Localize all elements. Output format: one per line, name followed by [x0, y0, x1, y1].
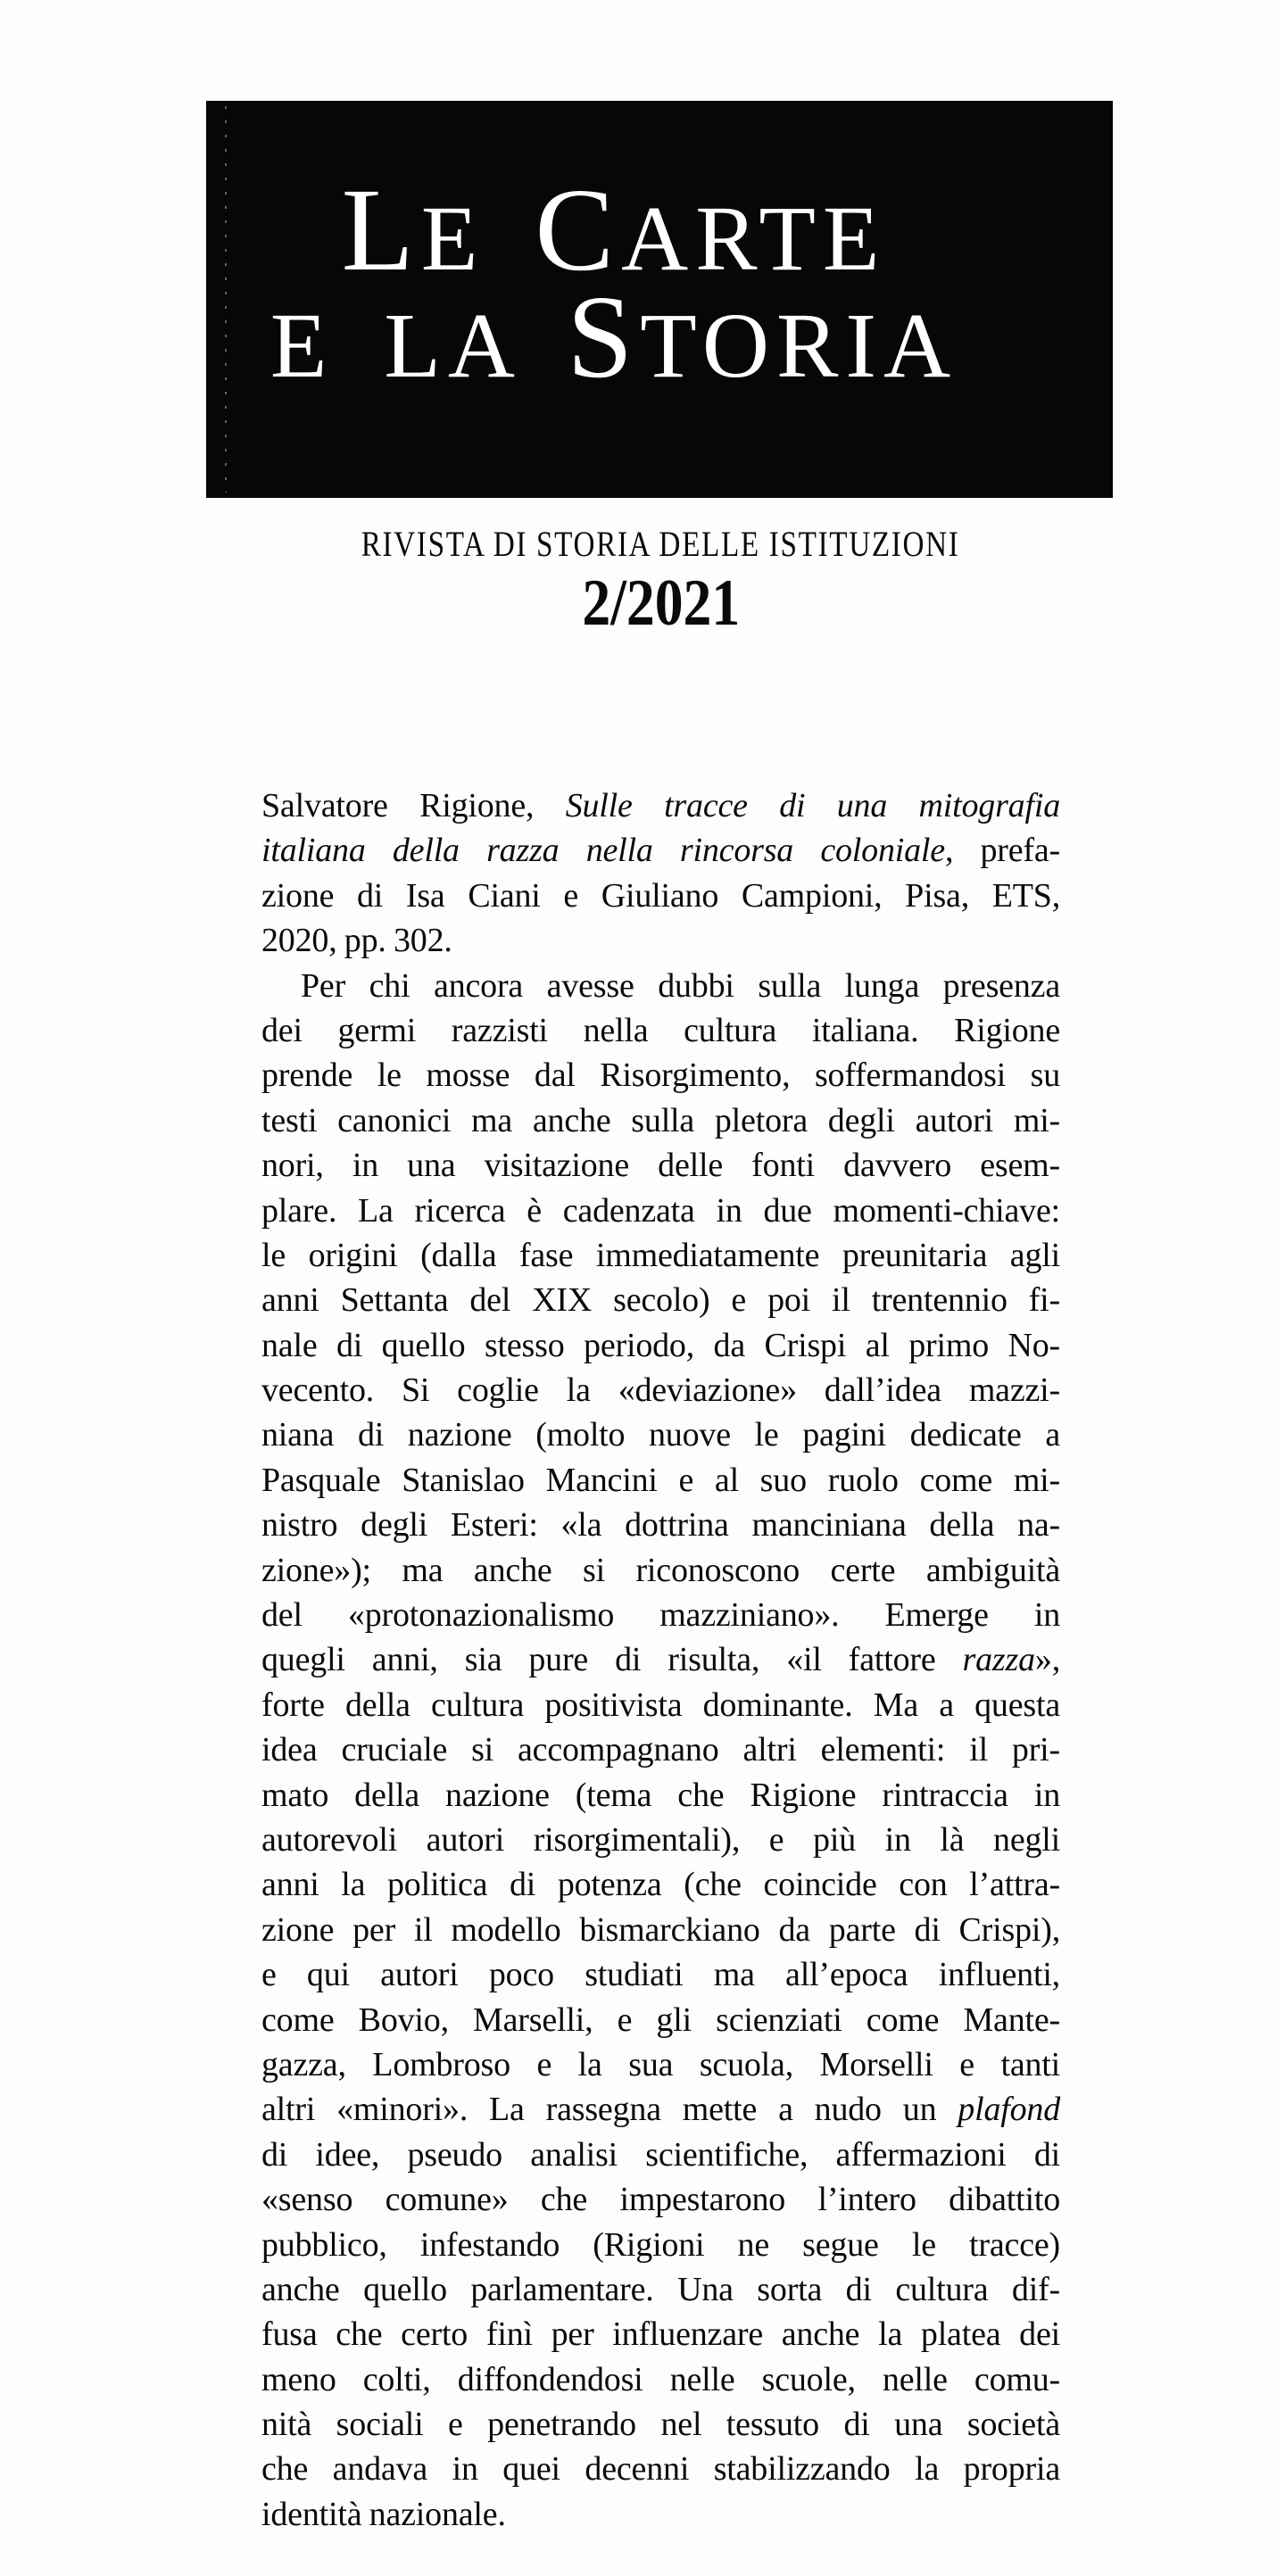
review-text-run: pubblico, infestando (Rigioni ne segue le tracce) [261, 2225, 1060, 2264]
review-text-run: e qui autori poco studiati ma all’epoca influenti, [261, 1956, 1060, 1994]
journal-subtitle [261, 523, 1060, 565]
review-line [261, 1098, 1060, 1143]
review-text-run: 2020, pp. 302. [261, 922, 452, 960]
review-text-run: anche quello parlamentare. Una sorta di cultura dif- [261, 2270, 1060, 2308]
review-line [261, 2447, 1060, 2491]
masthead-large-cap: L [341, 163, 421, 295]
review-text-run: testi canonici ma anche sulla pletora degli autori mi- [261, 1101, 1060, 1139]
review-line [261, 1368, 1060, 1412]
issue-number [261, 566, 1060, 642]
book-review-text [261, 783, 1060, 2537]
review-line [261, 2357, 1060, 2402]
review-text-run: zione di Isa Ciani e Giuliano Campioni, Pisa, ETS, [261, 876, 1060, 915]
review-line [261, 2087, 1060, 2132]
review-line [261, 1323, 1060, 1368]
review-text-run: che andava in quei decenni stabilizzando la propria [261, 2450, 1060, 2489]
masthead-small-cap: ARTE [621, 187, 887, 290]
review-line [261, 1548, 1060, 1593]
review-line [261, 2312, 1060, 2357]
review-line [261, 783, 1060, 828]
masthead-title-line [206, 270, 1022, 402]
review-line [261, 1189, 1060, 1233]
review-text-run: «senso comune» che impestarono l’intero dibattito [261, 2181, 1060, 2219]
review-text-italic: plafond [958, 2091, 1060, 2129]
review-text-run: nistro degli Esteri: «la dottrina manciniana della na- [261, 1506, 1060, 1545]
review-line [261, 874, 1060, 918]
review-line [261, 828, 1060, 873]
review-line [261, 2177, 1060, 2222]
review-line [261, 1683, 1060, 1727]
review-text-italic: razza [962, 1641, 1035, 1679]
review-text-run: Pasquale Stanislao Mancini e al suo ruolo come mi- [261, 1461, 1060, 1499]
review-line [261, 1727, 1060, 1772]
review-text-run: plare. La ricerca è cadenzata in due momenti-chiave: [261, 1191, 1060, 1230]
masthead-small-cap: E LA [269, 294, 568, 397]
masthead-large-cap: C [535, 163, 622, 295]
review-text-run: del «protonazionalismo mazziniano». Emerge in [261, 1596, 1060, 1635]
journal-subtitle-text: RIVISTA DI STORIA DELLE ISTITUZIONI [361, 524, 960, 564]
masthead-title-line [206, 163, 1022, 295]
review-text-run: come Bovio, Marselli, e gli scienziati come Mante- [261, 2000, 1060, 2039]
review-text-run: altri «minori». La rassegna mette a nudo un [261, 2091, 958, 2129]
masthead-large-cap: S [567, 270, 641, 402]
review-text-run: », [1034, 1641, 1060, 1679]
review-line [261, 1458, 1060, 1503]
review-text-italic: italiana della razza nella rincorsa coloniale [261, 832, 945, 870]
review-text-run: Per chi ancora avesse dubbi sulla lunga presenza [301, 966, 1060, 1005]
review-line [261, 1952, 1060, 1997]
review-text-run: nori, in una visitazione delle fonti davvero esem- [261, 1147, 1060, 1185]
review-text-run: Salvatore Rigione, [261, 787, 566, 824]
review-text-run: identità nazionale. [261, 2495, 506, 2533]
review-line [261, 1862, 1060, 1907]
review-text-run: mato della nazione (tema che Rigione rintraccia in [261, 1776, 1060, 1814]
journal-masthead-title [206, 101, 1022, 402]
review-line [261, 1593, 1060, 1637]
review-line [261, 1233, 1060, 1278]
masthead-black-box [206, 101, 1113, 498]
review-text-run: zione»); ma anche si riconoscono certe ambiguità [261, 1551, 1060, 1589]
review-line [261, 1818, 1060, 1862]
review-text-italic: Sulle tracce di una mitografia [565, 787, 1060, 824]
masthead-small-cap: E [420, 187, 535, 290]
review-text-run: forte della cultura positivista dominante. Ma a questa [261, 1686, 1060, 1724]
review-text-run: anni Settanta del XIX secolo) e poi il trentennio fi- [261, 1281, 1060, 1320]
review-line [261, 1773, 1060, 1818]
review-text-run: anni la politica di potenza (che coincide con l’attra- [261, 1866, 1060, 1904]
review-line [261, 2402, 1060, 2447]
review-line [261, 1998, 1060, 2042]
review-line [261, 1143, 1060, 1188]
review-line [261, 964, 1060, 1008]
review-text-run: dei germi razzisti nella cultura italiana. Rigione [261, 1011, 1060, 1049]
review-text-run: nità sociali e penetrando nel tessuto di una società [261, 2406, 1060, 2444]
review-text-run: le origini (dalla fase immediatamente preunitaria agli [261, 1236, 1060, 1274]
review-line [261, 2267, 1060, 2312]
review-text-run: meno colti, diffondendosi nelle scuole, nelle comu- [261, 2360, 1060, 2398]
review-text-run: autorevoli autori risorgimentali), e più in là negli [261, 1820, 1060, 1859]
review-line [261, 1278, 1060, 1322]
review-text-run: vecento. Si coglie la «deviazione» dall’idea mazzi- [261, 1371, 1060, 1410]
review-text-run: idea cruciale si accompagnano altri elementi: il pri- [261, 1731, 1060, 1769]
review-line [261, 2133, 1060, 2177]
review-text-run: prende le mosse dal Risorgimento, soffermandosi su [261, 1056, 1060, 1095]
review-text-run: , prefa- [944, 832, 1060, 870]
review-line [261, 2223, 1060, 2267]
review-line [261, 1908, 1060, 1952]
review-text-run: nale di quello stesso periodo, da Crispi al primo No- [261, 1326, 1060, 1364]
review-text-run: niana di nazione (molto nuove le pagini dedicate a [261, 1416, 1060, 1454]
review-text-run: fusa che certo finì per influenzare anche la platea dei [261, 2315, 1060, 2354]
review-line [261, 2492, 1060, 2537]
review-text-run: gazza, Lombroso e la sua scuola, Morselli e tanti [261, 2045, 1060, 2083]
review-text-run: quegli anni, sia pure di risulta, «il fattore [261, 1641, 963, 1679]
review-line [261, 1053, 1060, 1097]
review-text-run: di idee, pseudo analisi scientifiche, affermazioni di [261, 2135, 1060, 2174]
review-line [261, 1008, 1060, 1053]
issue-number-text: 2/2021 [582, 567, 740, 640]
review-line [261, 918, 1060, 963]
review-line [261, 2042, 1060, 2087]
review-line [261, 1412, 1060, 1457]
masthead-small-cap: TORIA [640, 294, 958, 397]
review-text-run: zione per il modello bismarckiano da parte di Crispi), [261, 1910, 1060, 1949]
review-line [261, 1637, 1060, 1682]
review-line [261, 1503, 1060, 1547]
